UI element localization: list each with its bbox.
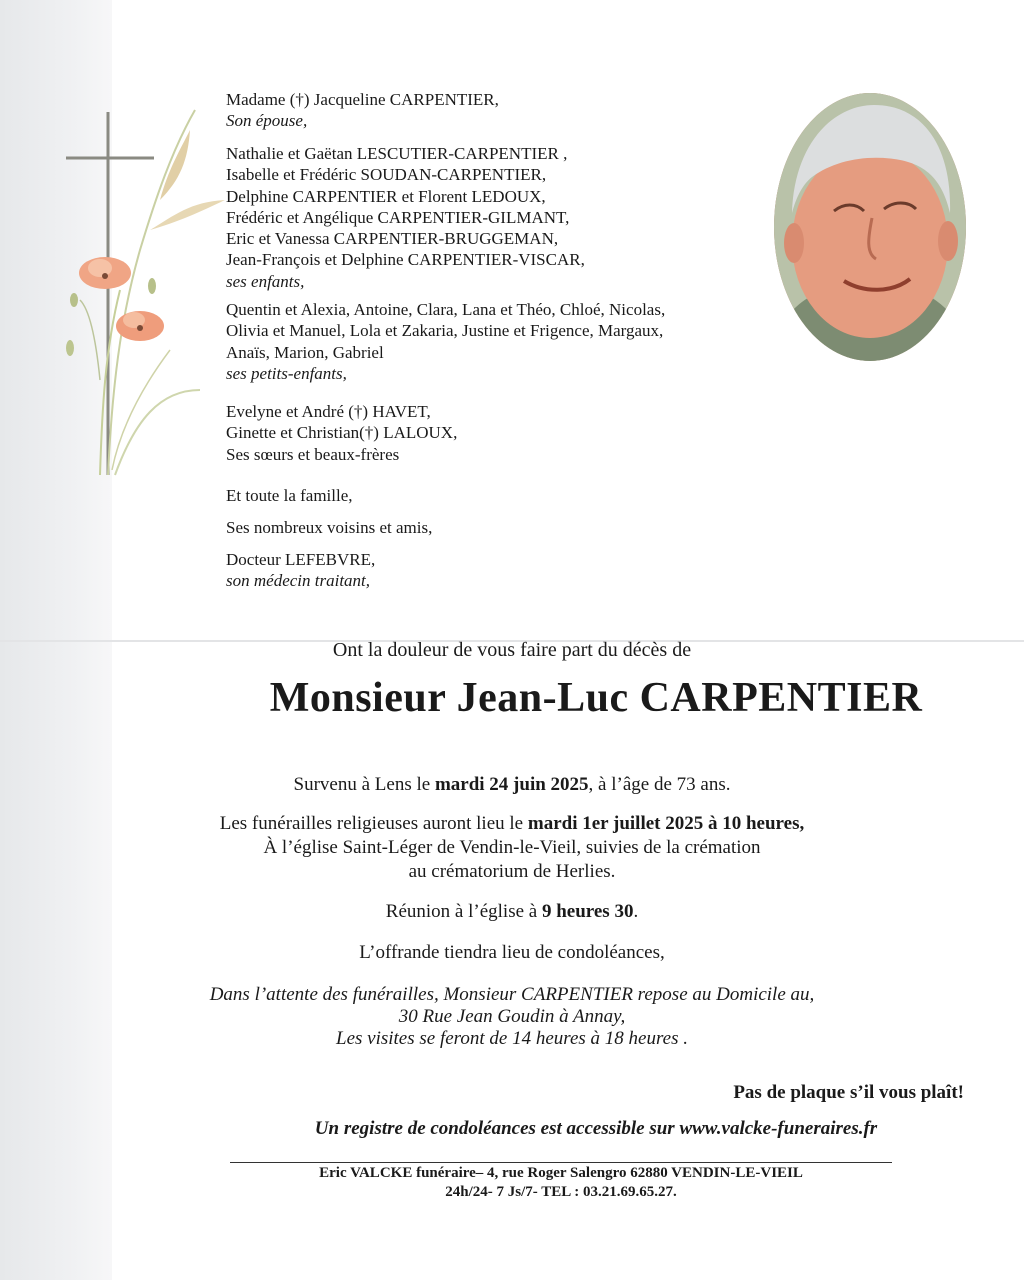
meeting-suffix: . [633,901,639,922]
family-line: Evelyne et André (†) HAVET, [226,402,431,421]
portrait-illustration [774,93,966,361]
family-block-neighbours [226,517,432,538]
portrait-photo [774,93,966,361]
family-line: Ses nombreux voisins et amis, [226,518,433,537]
cross-with-poppies-illustration [60,90,230,490]
death-prefix: Survenu à Lens le [293,774,435,795]
no-plaque-note: Pas de plaque s’il vous plaît! [733,1082,964,1103]
meeting-line [0,900,1024,924]
death-date: mardi 24 juin 2025 [434,774,589,795]
meeting-time: 9 heures 30 [541,901,634,922]
family-line: Jean-François et Delphine CARPENTIER-VISCAR, [226,250,585,270]
family-line: Olivia et Manuel, Lola et Zakaria, Justine et Frigence, Margaux, [226,321,664,341]
family-line: Madame (†) Jacqueline CARPENTIER, [226,90,499,109]
family-role: Son épouse, [226,111,308,131]
funeral-line-1 [0,812,1024,836]
family-block-doctor [226,549,375,592]
death-line [0,773,1024,797]
family-block-all [226,485,353,506]
visit-line-1: Dans l’attente des funérailles, Monsieur CARPENTIER repose au Domicile au, [209,984,815,1005]
family-line: Isabelle et Frédéric SOUDAN-CARPENTIER, [226,165,547,185]
family-block-spouse [226,89,499,132]
death-suffix: , à l’âge de 73 ans. [588,774,731,795]
family-block-grandchildren [226,299,665,384]
family-line: Docteur LEFEBVRE, [226,550,376,569]
deceased-name: Monsieur Jean-Luc CARPENTIER [269,675,923,721]
family-line: Anaïs, Marion, Gabriel [226,342,384,362]
family-role: ses petits-enfants, [226,363,347,383]
family-line: Et toute la famille, [226,486,353,505]
funeral-line-3: au crématorium de Herlies. [408,861,616,882]
footer-divider [230,1162,892,1163]
family-line: Eric et Vanessa CARPENTIER-BRUGGEMAN, [226,229,559,249]
funeral-prefix: Les funérailles religieuses auront lieu le [219,813,528,834]
family-role: son médecin traitant, [226,571,371,591]
meeting-prefix: Réunion à l’église à [385,901,542,922]
funeral-datetime: mardi 1er juillet 2025 à 10 heures, [527,813,805,834]
family-block-siblings [226,401,457,465]
funeral-line-2: À l’église Saint-Léger de Vendin-le-Vieil, suivies de la crémation [263,837,761,858]
family-line: Nathalie et Gaëtan LESCUTIER-CARPENTIER , [226,144,568,163]
funeral-home-contact: 24h/24- 7 Js/7- TEL : 03.21.69.65.27. [445,1184,677,1200]
family-line: Quentin et Alexia, Antoine, Clara, Lana et Théo, Chloé, Nicolas, [226,300,666,319]
family-line: Delphine CARPENTIER et Florent LEDOUX, [226,186,546,206]
family-block-children [226,143,585,292]
offering-line: L’offrande tiendra lieu de condoléances, [359,942,665,963]
family-line: Frédéric et Angélique CARPENTIER-GILMANT, [226,207,570,227]
funeral-home-address: Eric VALCKE funéraire– 4, rue Roger Salengro 62880 VENDIN-LE-VIEIL [319,1165,803,1181]
visit-line-3: Les visites se feront de 14 heures à 18 heures . [336,1028,688,1049]
family-line: Ginette et Christian(†) LALOUX, [226,423,458,443]
condolence-registry-note: Un registre de condoléances est accessible sur www.valcke-funeraires.fr [314,1118,878,1139]
family-role: ses enfants, [226,271,305,291]
visit-line-2: 30 Rue Jean Goudin à Annay, [398,1006,626,1027]
family-line: Ses sœurs et beaux-frères [226,444,400,464]
announcement-intro: Ont la douleur de vous faire part du décès de [332,639,692,661]
